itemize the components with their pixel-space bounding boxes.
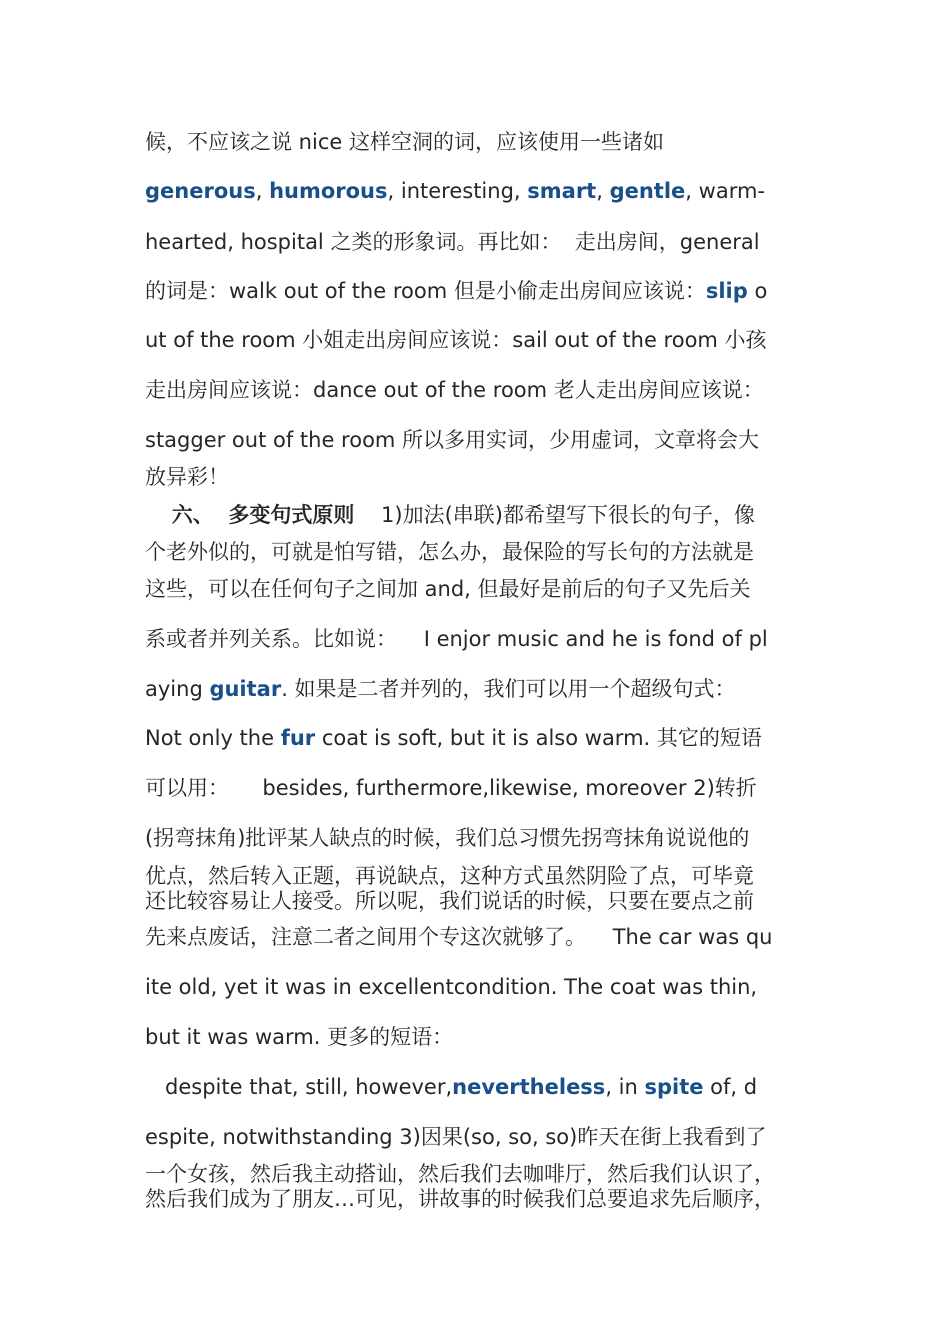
text-run: , in [605, 1075, 645, 1099]
text-line [145, 887, 810, 915]
text-run: , [255, 179, 270, 203]
text-run: 个老外似的，可就是怕写错，怎么办，最保险的写长句的方法就是 [145, 540, 754, 564]
text-run: Not only the [145, 726, 281, 750]
highlighted-word: generous [145, 179, 256, 203]
text-run: , warm- [685, 179, 765, 203]
highlighted-word: guitar [209, 677, 282, 701]
text-run: stagger out of the room 所以多用实词，少用虚词，文章将会大 [145, 428, 760, 452]
text-line [145, 824, 810, 852]
text-line [145, 1073, 810, 1101]
text-line [145, 862, 810, 890]
text-line [145, 1123, 810, 1151]
text-line [145, 426, 810, 454]
text-line [145, 1160, 810, 1188]
text-line [145, 625, 810, 653]
text-run: , interesting, [387, 179, 528, 203]
text-line [145, 128, 810, 156]
text-line [145, 724, 810, 752]
text-run: of, d [703, 1075, 758, 1099]
text-run: hearted, hospital 之类的形象词。再比如： 走出房间，general [145, 230, 760, 254]
text-line [145, 675, 810, 703]
text-line [145, 923, 810, 951]
text-run: 放异彩！ [145, 465, 229, 489]
text-run: 一个女孩，然后我主动搭讪，然后我们去咖啡厅，然后我们认识了， [145, 1162, 775, 1186]
text-run: 的词是：walk out of the room 但是小偷走出房间应该说： [145, 279, 706, 303]
text-line [145, 538, 810, 566]
text-line [145, 228, 810, 256]
text-line [145, 501, 810, 529]
text-run: 这些，可以在任何句子之间加 and, 但最好是前后的句子又先后关 [145, 577, 751, 601]
text-run: ut of the room 小姐走出房间应该说：sail out of the room 小孩 [145, 328, 767, 352]
text-line [145, 326, 810, 354]
text-line [145, 774, 810, 802]
text-line [145, 1185, 810, 1213]
text-run: 候，不应该之说 nice 这样空洞的词，应该使用一些诸如 [145, 130, 664, 154]
highlighted-word: gentle [609, 179, 686, 203]
section-heading: 六、 多变句式原则 [171, 503, 355, 527]
text-run: but it was warm. 更多的短语： [145, 1025, 454, 1049]
text-run: despite that, still, however, [145, 1075, 453, 1099]
highlighted-word: nevertheless [452, 1075, 606, 1099]
text-run: (拐弯抹角)批评某人缺点的时候，我们总习惯先拐弯抹角说说他的 [145, 826, 750, 850]
text-run: , [596, 179, 610, 203]
highlighted-word: slip [705, 279, 748, 303]
text-run: o [747, 279, 768, 303]
text-line [145, 277, 810, 305]
text-line [145, 575, 810, 603]
highlighted-word: smart [527, 179, 597, 203]
text-run: . 如果是二者并列的，我们可以用一个超级句式： [281, 677, 736, 701]
highlighted-word: spite [644, 1075, 704, 1099]
text-run: 1)加法(串联)都希望写下很长的句子，像 [354, 503, 755, 527]
text-run: ite old, yet it was in excellentcondition. The coat was thin, [145, 975, 758, 999]
text-run: aying [145, 677, 210, 701]
text-line [145, 376, 810, 404]
text-line [145, 973, 810, 1001]
text-line [145, 1023, 810, 1051]
text-run: espite, notwithstanding 3)因果(so, so, so)昨天在街上我看到了 [145, 1125, 767, 1149]
text-run: 先来点废话，注意二者之间用个专这次就够了。 The car was qu [145, 925, 773, 949]
text-line [145, 463, 810, 491]
text-run: 可以用： besides, furthermore,likewise, moreover 2)转折 [145, 776, 757, 800]
highlighted-word: humorous [269, 179, 388, 203]
text-run [145, 503, 172, 527]
text-line [145, 177, 810, 205]
text-run: 系或者并列关系。比如说： I enjor music and he is fond of pl [145, 627, 768, 651]
text-run: 然后我们成为了朋友…可见，讲故事的时候我们总要追求先后顺序， [145, 1187, 775, 1211]
text-run: 还比较容易让人接受。所以呢，我们说话的时候，只要在要点之前 [145, 889, 754, 913]
text-run: 优点，然后转入正题，再说缺点，这种方式虽然阴险了点，可毕竟 [145, 864, 754, 888]
highlighted-word: fur [280, 726, 316, 750]
text-run: 走出房间应该说：dance out of the room 老人走出房间应该说： [145, 378, 764, 402]
text-run: coat is soft, but it is also warm. 其它的短语 [315, 726, 762, 750]
